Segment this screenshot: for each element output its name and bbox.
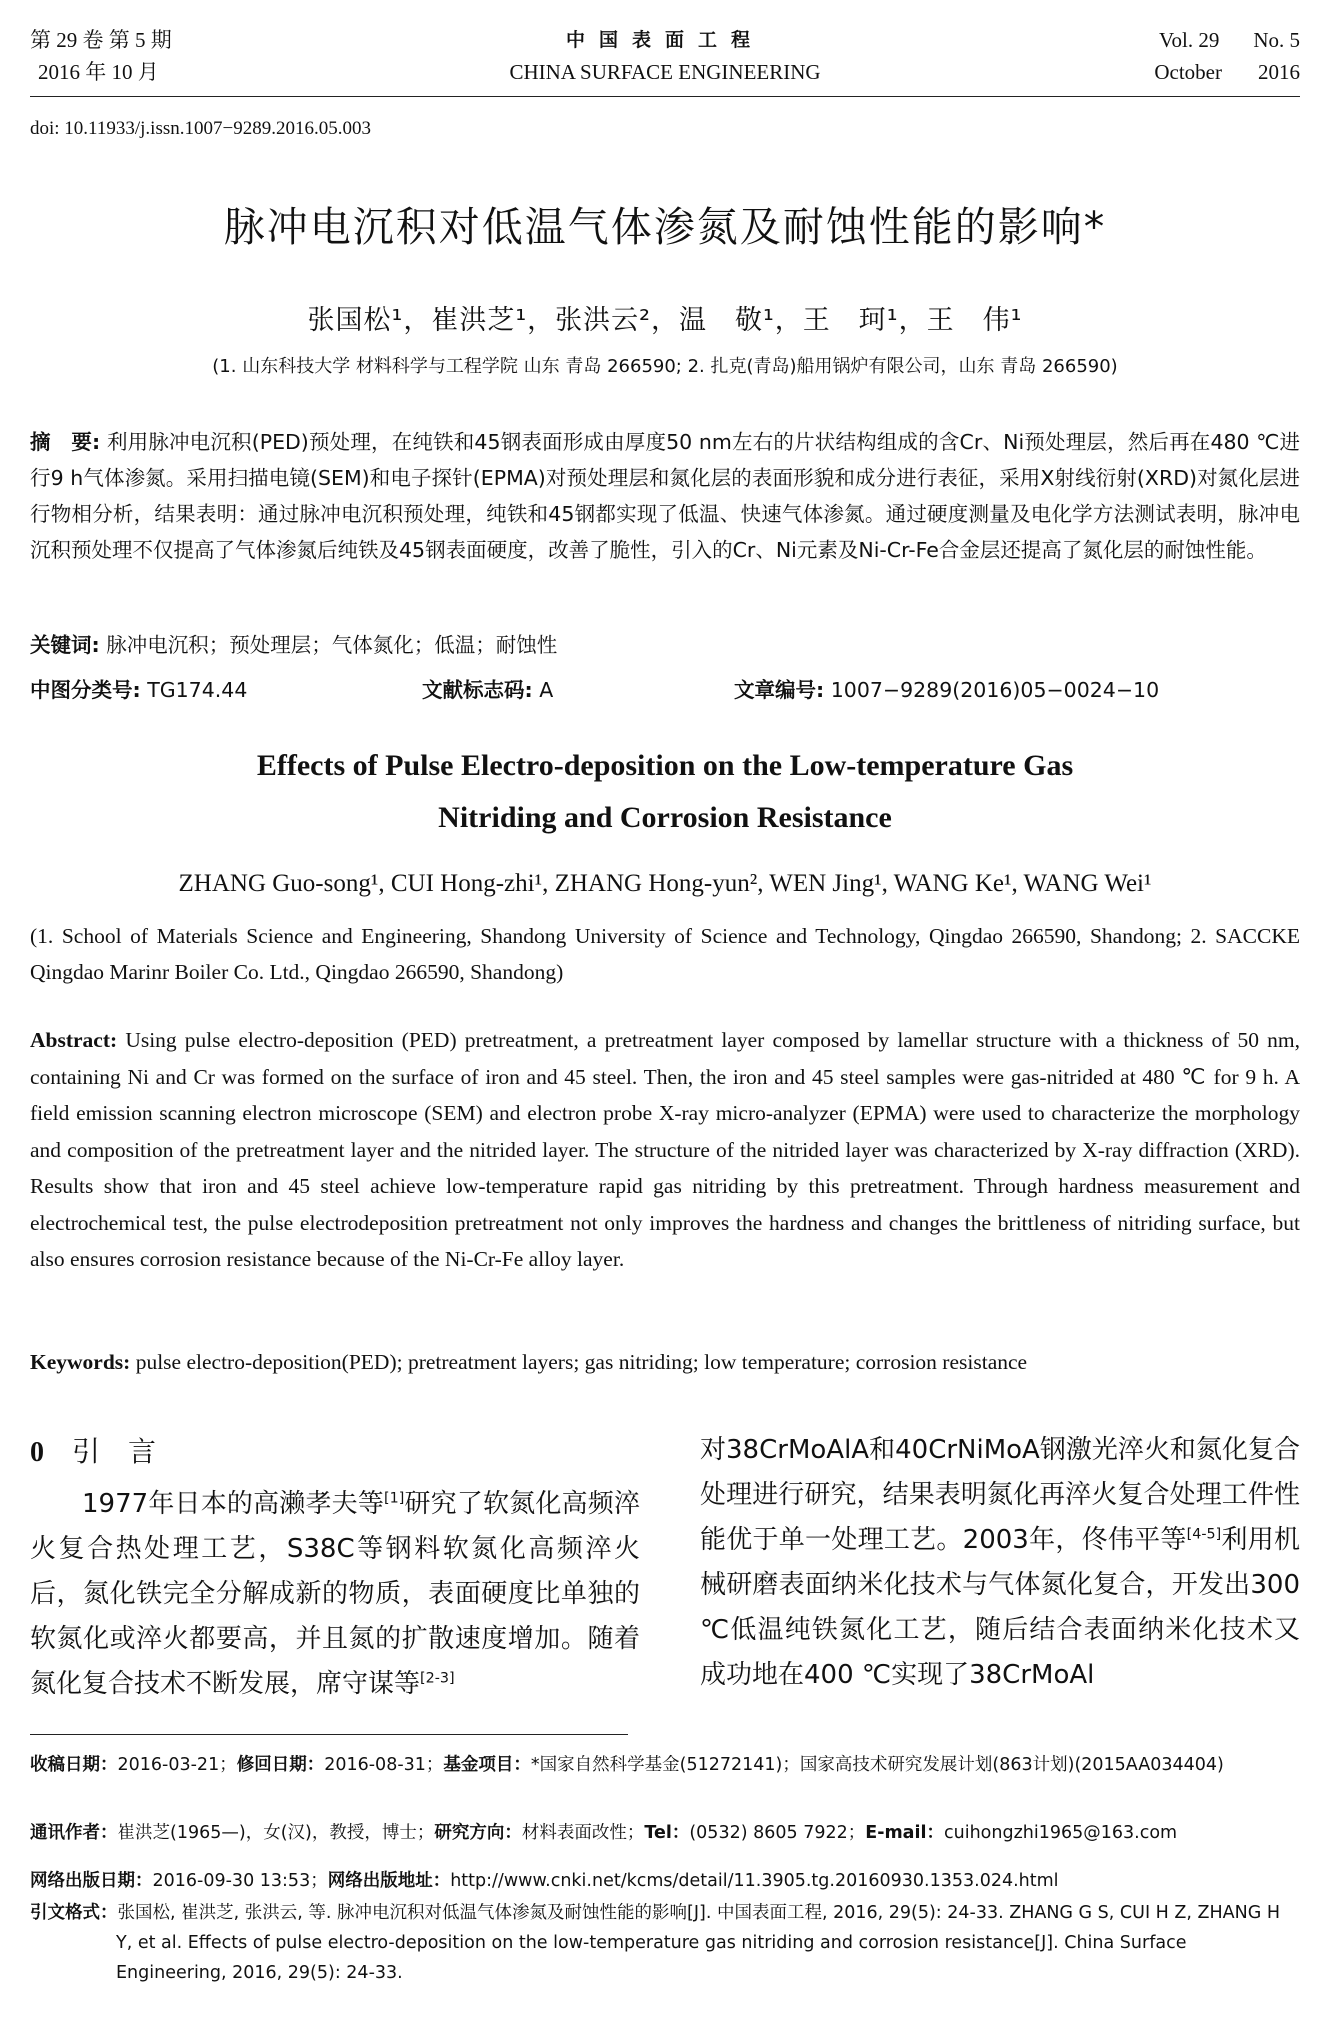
journal-name-cn: 中国表面工程 <box>565 29 764 51</box>
affiliation-cn: (1. 山东科技大学 材料科学与工程学院 山东 青岛 266590; 2. 扎克(青岛)船用锅炉有限公司，山东 青岛 266590) <box>212 356 1118 377</box>
header-rule <box>30 96 1300 97</box>
fund-value: *国家自然科学基金(51272141)；国家高技术研究发展计划(863计划)(2015AA034404) <box>530 1755 1224 1775</box>
corresponding-value: 崔洪芝(1965—)，女(汉)，教授，博士； <box>117 1823 435 1843</box>
abstract-en-label: Abstract: <box>30 1028 118 1052</box>
tel-value: (0532) 8605 7922； <box>689 1823 866 1843</box>
keywords-cn-text: 脉冲电沉积；预处理层；气体氮化；低温；耐蚀性 <box>106 633 558 657</box>
body-right-column <box>700 1428 1300 1698</box>
online-date-label: 网络出版日期： <box>30 1871 153 1891</box>
online-url-link[interactable]: http://www.cnki.net/kcms/detail/11.3905.tg.20160930.1353.024.html <box>450 1871 1059 1891</box>
abstract-cn-label: 摘 要: <box>30 430 101 454</box>
authors-en: ZHANG Guo-song¹, CUI Hong-zhi¹, ZHANG Hong-yun², WEN Jing¹, WANG Ke¹, WANG Wei¹ <box>178 870 1152 897</box>
body-left-text-a: 1977年日本的高濑孝夫等 <box>82 1489 385 1519</box>
title-en <box>0 740 1330 844</box>
section-heading <box>30 1430 156 1470</box>
running-header <box>30 24 1300 94</box>
footnote-online <box>30 1866 1300 1896</box>
authors-cn: 张国松¹，崔洪芝¹，张洪云²，温 敬¹，王 珂¹，王 伟¹ <box>307 305 1023 336</box>
journal-name-en: CHINA SURFACE ENGINEERING <box>509 60 821 84</box>
article-number-label: 文章编号: <box>734 678 825 702</box>
keywords-en-label: Keywords: <box>30 1350 131 1374</box>
header-issue-en <box>1154 24 1300 88</box>
citation-ref[interactable]: [1] <box>384 1490 405 1507</box>
clc-value: TG174.44 <box>147 678 248 702</box>
citation-format-label: 引文格式： <box>30 1903 118 1923</box>
corresponding-label: 通讯作者： <box>30 1823 118 1843</box>
email-label: E-mail： <box>865 1823 944 1843</box>
revised-value: 2016-08-31； <box>324 1755 444 1775</box>
keywords-cn <box>30 628 1300 658</box>
online-url-label: 网络出版地址： <box>327 1871 451 1891</box>
footnote-corresponding <box>30 1818 1300 1848</box>
header-year: 2016 <box>1258 60 1300 84</box>
document-code <box>422 673 553 703</box>
header-volume-issue: 第 29 卷 第 5 期 <box>30 28 172 52</box>
doi[interactable]: doi: 10.11933/j.issn.1007−9289.2016.05.003 <box>30 118 371 139</box>
revised-label: 修回日期： <box>236 1755 325 1775</box>
body-left-text-b: 研究了软氮化高频淬火复合热处理工艺，S38C等钢料软氮化高频淬火后，氮化铁完全分解成新的物质，表面硬度比单独的软氮化或淬火都要高，并且氮的扩散速度增加。随着氮化复合技术不断发展，席守谋等 <box>30 1489 640 1699</box>
research-direction-value: 材料表面改性； <box>521 1823 645 1843</box>
document-code-value: A <box>539 678 554 702</box>
header-vol: Vol. 29 <box>1159 28 1220 52</box>
journal-name <box>30 24 1300 88</box>
citation-ref[interactable]: [2-3] <box>420 1670 455 1687</box>
abstract-cn <box>30 424 1300 568</box>
header-no: No. 5 <box>1253 28 1300 52</box>
keywords-cn-label: 关键词: <box>30 633 100 657</box>
title-en-line2: Nitriding and Corrosion Resistance <box>438 801 892 834</box>
footnote-dates-fund <box>30 1750 1300 1780</box>
header-date-cn: 2016 年 10 月 <box>38 60 159 84</box>
keywords-en-text: pulse electro-deposition(PED); pretreatment layers; gas nitriding; low temperature; corrosion resistance <box>135 1350 1028 1374</box>
citation-format-value: 张国松, 崔洪芝, 张洪云, 等. 脉冲电沉积对低温气体渗氮及耐蚀性能的影响[J]. 中国表面工程, 2016, 29(5): 24-33. ZHANG G S, CUI H Z, ZHANG H Y, et al. Effects of pulse electro-deposition on the low-temperature gas nitriding and corrosion resistance[J]. China Surface Engineering, 2016, 29(5): 24-33. <box>116 1903 1280 1983</box>
tel-label: Tel： <box>644 1823 690 1843</box>
online-date-value: 2016-09-30 13:53； <box>152 1871 328 1891</box>
received-value: 2016-03-21； <box>117 1755 237 1775</box>
footnote-citation <box>30 1898 1300 1988</box>
keywords-en <box>30 1350 1300 1375</box>
document-code-label: 文献标志码: <box>422 678 533 702</box>
email-link[interactable]: cuihongzhi1965@163.com <box>944 1823 1178 1843</box>
article-number <box>734 673 1159 703</box>
body-left-column <box>30 1482 640 1707</box>
article-number-value: 1007−9289(2016)05−0024−10 <box>830 678 1160 702</box>
clc-label: 中图分类号: <box>30 678 141 702</box>
header-month: October <box>1154 60 1222 84</box>
body-right-text-b: 利用机械研磨表面纳米化技术与气体氮化复合，开发出300 ℃低温纯铁氮化工艺，随后结合表面纳米化技术又成功地在400 ℃实现了38CrMoAl <box>700 1525 1300 1690</box>
affiliation-en: (1. School of Materials Science and Engineering, Shandong University of Science and Technology, Qingdao 266590, Shandong; 2. SACCKE Qingdao Marinr Boiler Co. Ltd., Qingdao 266590, Shandong) <box>30 924 1300 984</box>
footnote-rule <box>30 1734 628 1735</box>
abstract-en-text: Using pulse electro-deposition (PED) pretreatment, a pretreatment layer composed by lamellar structure with a thickness of 50 nm, containing Ni and Cr was formed on the surface of iron and 45 steel. Then, the iron and 45 steel samples were gas-nitrided at 480 ℃ for 9 h. A field emission scanning electron microscope (SEM) and electron probe X-ray micro-analyzer (EPMA) were used to characterize the morphology and composition of the pretreatment layer and the nitrided layer. The structure of the nitrided layer was characterized by X-ray diffraction (XRD). Results show that iron and 45 steel achieve low-temperature rapid gas nitriding by this pretreatment. Through hardness measurement and electrochemical test, the pulse electrodeposition pretreatment not only improves the hardness and changes the brittleness of nitriding surface, but also ensures corrosion resistance because of the Ni-Cr-Fe alloy layer. <box>30 1028 1301 1271</box>
title-cn: 脉冲电沉积对低温气体渗氮及耐蚀性能的影响* <box>223 203 1107 251</box>
section-number: 0 <box>30 1437 44 1468</box>
fund-label: 基金项目： <box>443 1755 531 1775</box>
research-direction-label: 研究方向： <box>434 1823 522 1843</box>
abstract-cn-text: 利用脉冲电沉积(PED)预处理，在纯铁和45钢表面形成由厚度50 nm左右的片状结构组成的含Cr、Ni预处理层，然后再在480 ℃进行9 h气体渗氮。采用扫描电镜(SEM)和电子探针(EPMA)对预处理层和氮化层的表面形貌和成分进行表征，采用X射线衍射(XRD)对氮化层进行物相分析，结果表明：通过脉冲电沉积预处理，纯铁和45钢都实现了低温、快速气体渗氮。通过硬度测量及电化学方法测试表明，脉冲电沉积预处理不仅提高了气体渗氮后纯铁及45钢表面硬度，改善了脆性，引入的Cr、Ni元素及Ni-Cr-Fe合金层还提高了氮化层的耐蚀性能。 <box>30 430 1300 562</box>
title-en-line1: Effects of Pulse Electro-deposition on the Low-temperature Gas <box>256 749 1074 782</box>
abstract-en <box>30 1022 1300 1278</box>
citation-ref[interactable]: [4-5] <box>1186 1526 1222 1543</box>
section-title: 引 言 <box>72 1435 157 1468</box>
received-label: 收稿日期： <box>30 1755 118 1775</box>
clc-number <box>30 673 247 703</box>
body-right-text-a: 对38CrMoAlA和40CrNiMoA钢激光淬火和氮化复合处理进行研究，结果表明氮化再淬火复合处理工件性能优于单一处理工艺。2003年，佟伟平等 <box>700 1435 1300 1555</box>
